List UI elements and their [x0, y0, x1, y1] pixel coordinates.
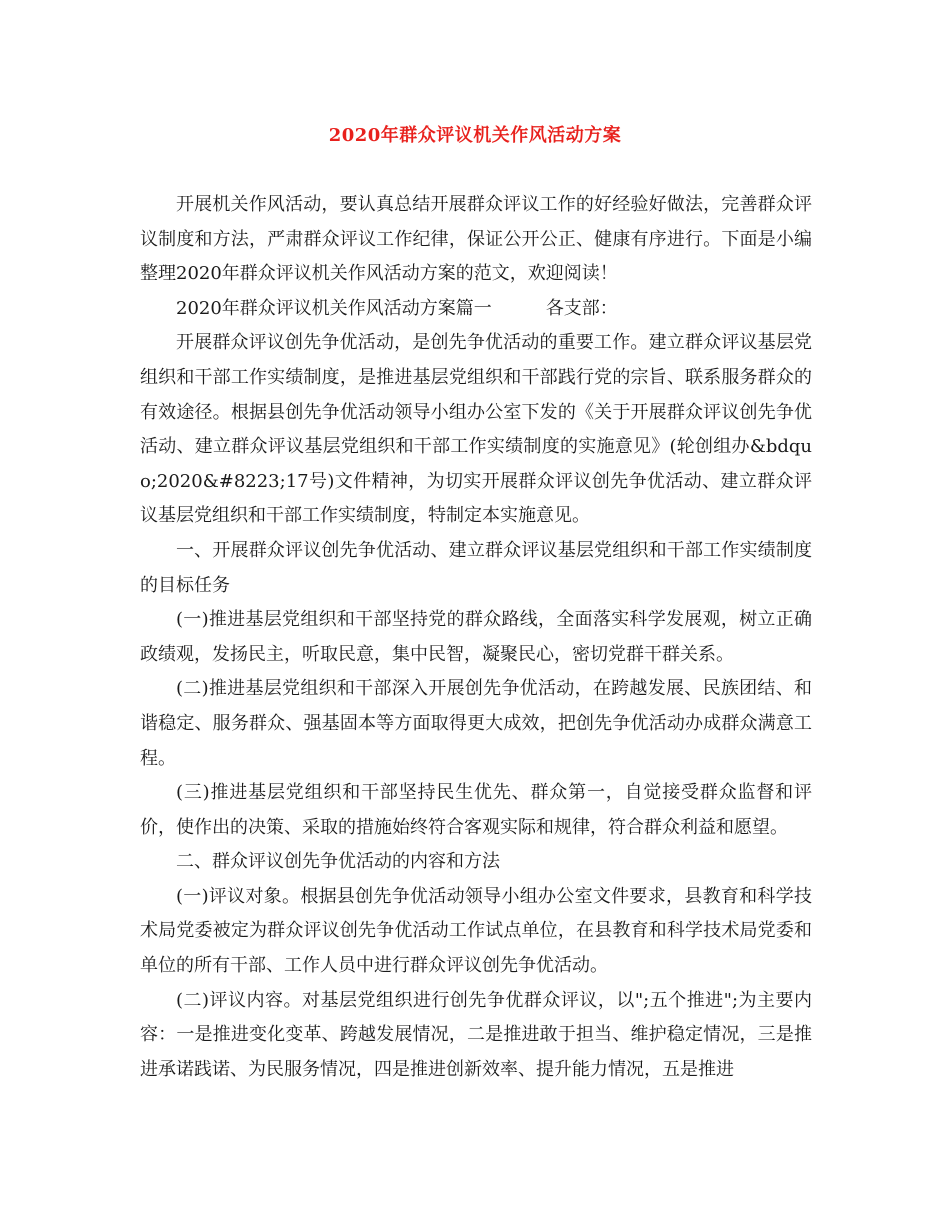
- section-subhead: [140, 292, 812, 327]
- heading-paragraph: 二、群众评议创先争优活动的内容和方法: [176, 851, 500, 873]
- body-paragraph: (一)评议对象。根据县创先争优活动领导小组办公室文件要求，县教育和科学技术局党委被定为群众评议创先争优活动工作试点单位，在县教育和科学技术局党委和单位的所有干部、工作人员中进行群众评议创先争优活动。: [140, 885, 812, 977]
- body-paragraph: (一)推进基层党组织和干部坚持党的群众路线，全面落实科学发展观，树立正确政绩观，发扬民主，听取民意，集中民智，凝聚民心，密切党群干群关系。: [140, 609, 812, 665]
- body-paragraph: (三)推进基层党组织和干部坚持民生优先、群众第一，自觉接受群众监督和评价，使作出的决策、采取的措施始终符合客观实际和规律，符合群众利益和愿望。: [140, 782, 812, 838]
- subhead-salutation: 各支部：: [545, 297, 618, 319]
- subhead-title: 2020年群众评议机关作风活动方案篇一: [176, 297, 492, 319]
- body-paragraph: 开展群众评议创先争优活动，是创先争优活动的重要工作。建立群众评议基层党组织和干部工作实绩制度，是推进基层党组织和干部践行党的宗旨、联系服务群众的有效途径。根据县创先争优活动领导小组办公室下发的《关于开展群众评议创先争优活动、建立群众评议基层党组织和干部工作实绩制度的实施意见》(轮创组办&bdquo;2020&#8223;17号)文件精神，为切实开展群众评议创先争优活动、建立群众评议基层党组织和干部工作实绩制度，特制定本实施意见。: [140, 332, 812, 527]
- body-paragraph: (二)推进基层党组织和干部深入开展创先争优活动，在跨越发展、民族团结、和谐稳定、服务群众、强基固本等方面取得更大成效，把创先争优活动办成群众满意工程。: [140, 678, 812, 769]
- intro-paragraph: 开展机关作风活动，要认真总结开展群众评议工作的好经验好做法，完善群众评议制度和方法，严肃群众评议工作纪律，保证公开公正、健康有序进行。下面是小编整理2020年群众评议机关作风活动方案的范文，欢迎阅读！: [140, 194, 812, 285]
- body-paragraph: (二)评议内容。对基层党组织进行创先争优群众评议，以";五个推进";为主要内容：一是推进变化变革、跨越发展情况，二是推进敢于担当、维护稳定情况，三是推进承诺践诺、为民服务情况，四是推进创新效率、提升能力情况，五是推进: [140, 989, 812, 1080]
- heading-paragraph: 一、开展群众评议创先争优活动、建立群众评议基层党组织和干部工作实绩制度的目标任务: [140, 539, 812, 596]
- document-body: [140, 188, 812, 1087]
- document-title: 2020年群众评议机关作风活动方案: [328, 125, 622, 146]
